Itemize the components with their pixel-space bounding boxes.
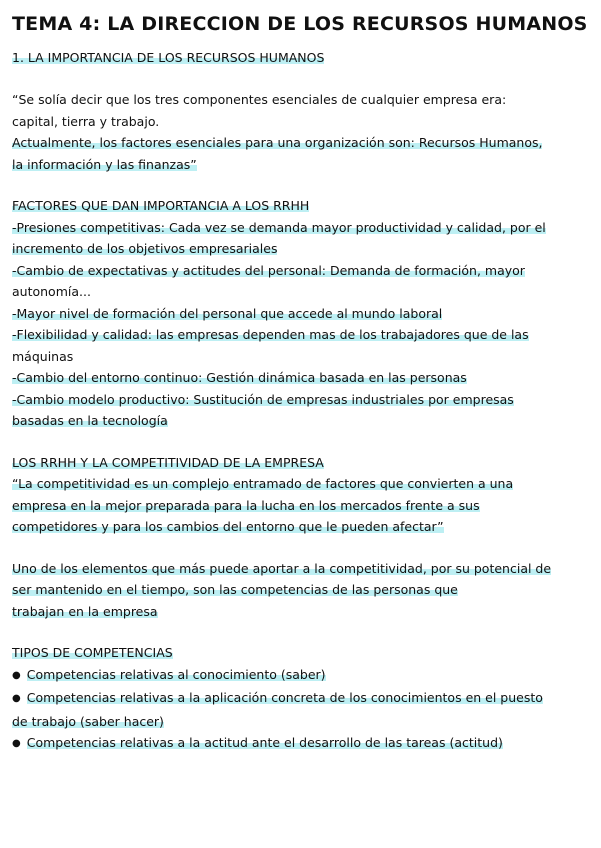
quote-line: capital, tierra y trabajo. [12, 113, 160, 129]
competitividad-line-text: competidores y para los cambios del entorno que le pueden afectar” [12, 519, 444, 534]
factor-line [12, 217, 595, 239]
factores-heading [12, 195, 595, 217]
tipos-section [12, 642, 595, 756]
factor-line-text: basadas en la tecnología [12, 413, 168, 428]
elementos-line-text: ser mantenido en el tiempo, son las competencias de las personas que [12, 582, 458, 597]
factor-line [12, 389, 595, 411]
elementos-paragraph [12, 558, 595, 623]
quote-block [12, 89, 595, 175]
tipos-item-text: Competencias relativas a la actitud ante el desarrollo de las tareas (actitud) [26, 735, 503, 750]
elementos-line-text: Uno de los elementos que más puede aportar a la competitividad, por su potencial de [12, 560, 552, 576]
competitividad-line-text: “La competitividad es un complejo entramado de factores que convierten a una [12, 476, 514, 491]
elementos-line [12, 601, 595, 623]
competitividad-line [12, 495, 595, 517]
factor-line: máquinas [12, 348, 74, 364]
elementos-line [12, 579, 595, 601]
elementos-line [12, 558, 595, 580]
factor-line-text: -Cambio de expectativas y actitudes del personal: Demanda de formación, mayor [12, 262, 525, 278]
factor-line [12, 324, 595, 346]
competitividad-heading [12, 452, 595, 474]
factor-line-text: incremento de los objetivos empresariales [12, 241, 278, 256]
quote-line [12, 132, 595, 154]
quote-line-highlight: Actualmente, los factores esenciales para una organización son: Recursos Humanos, [12, 135, 543, 150]
factor-line-text: -Mayor nivel de formación del personal que accede al mundo laboral [12, 305, 443, 321]
tipos-list-item-continuation [12, 711, 595, 733]
factores-section [12, 195, 595, 432]
tipos-list-item [12, 732, 595, 756]
competitividad-line [12, 473, 595, 495]
quote-line-highlight: la información y las finanzas” [12, 156, 197, 172]
tipos-heading-text: TIPOS DE COMPETENCIAS [12, 645, 173, 660]
tipos-list-item [12, 664, 595, 688]
tipos-item-text: Competencias relativas a la aplicación concreta de los conocimientos en el puesto [26, 690, 543, 705]
quote-line [12, 154, 595, 176]
factor-line-text: -Cambio modelo productivo: Sustitución de empresas industriales por empresas [12, 391, 514, 407]
page-title: TEMA 4: LA DIRECCION DE LOS RECURSOS HUMANOS [12, 13, 588, 35]
competitividad-line-text: empresa en la mejor preparada para la lucha en los mercados frente a sus [12, 497, 480, 513]
tipos-heading [12, 642, 595, 664]
factor-line [12, 238, 595, 260]
factor-line [12, 260, 595, 282]
tipos-item-text: Competencias relativas al conocimiento (saber) [26, 666, 326, 682]
tipos-item-text: de trabajo (saber hacer) [12, 713, 164, 729]
tipos-list-item [12, 687, 595, 711]
factor-line [12, 367, 595, 389]
factor-line-text: -Cambio del entorno continuo: Gestión dinámica basada en las personas [12, 370, 467, 385]
factor-line [12, 410, 595, 432]
quote-line: “Se solía decir que los tres componentes esenciales de cualquier empresa era: [12, 92, 507, 107]
competitividad-heading-text: LOS RRHH Y LA COMPETITIVIDAD DE LA EMPRESA [12, 454, 324, 470]
factor-line [12, 303, 595, 325]
factor-line: autonomía... [12, 284, 91, 299]
section-heading-text: 1. LA IMPORTANCIA DE LOS RECURSOS HUMANOS [12, 50, 325, 65]
competitividad-section [12, 452, 595, 538]
elementos-line-text: trabajan en la empresa [12, 603, 158, 619]
factor-line-text: -Flexibilidad y calidad: las empresas dependen mas de los trabajadores que de las [12, 327, 529, 342]
factores-heading-text: FACTORES QUE DAN IMPORTANCIA A LOS RRHH [12, 198, 310, 213]
competitividad-line [12, 516, 595, 538]
factor-line-text: -Presiones competitivas: Cada vez se demanda mayor productividad y calidad, por el [12, 219, 546, 235]
section-heading [12, 49, 595, 67]
